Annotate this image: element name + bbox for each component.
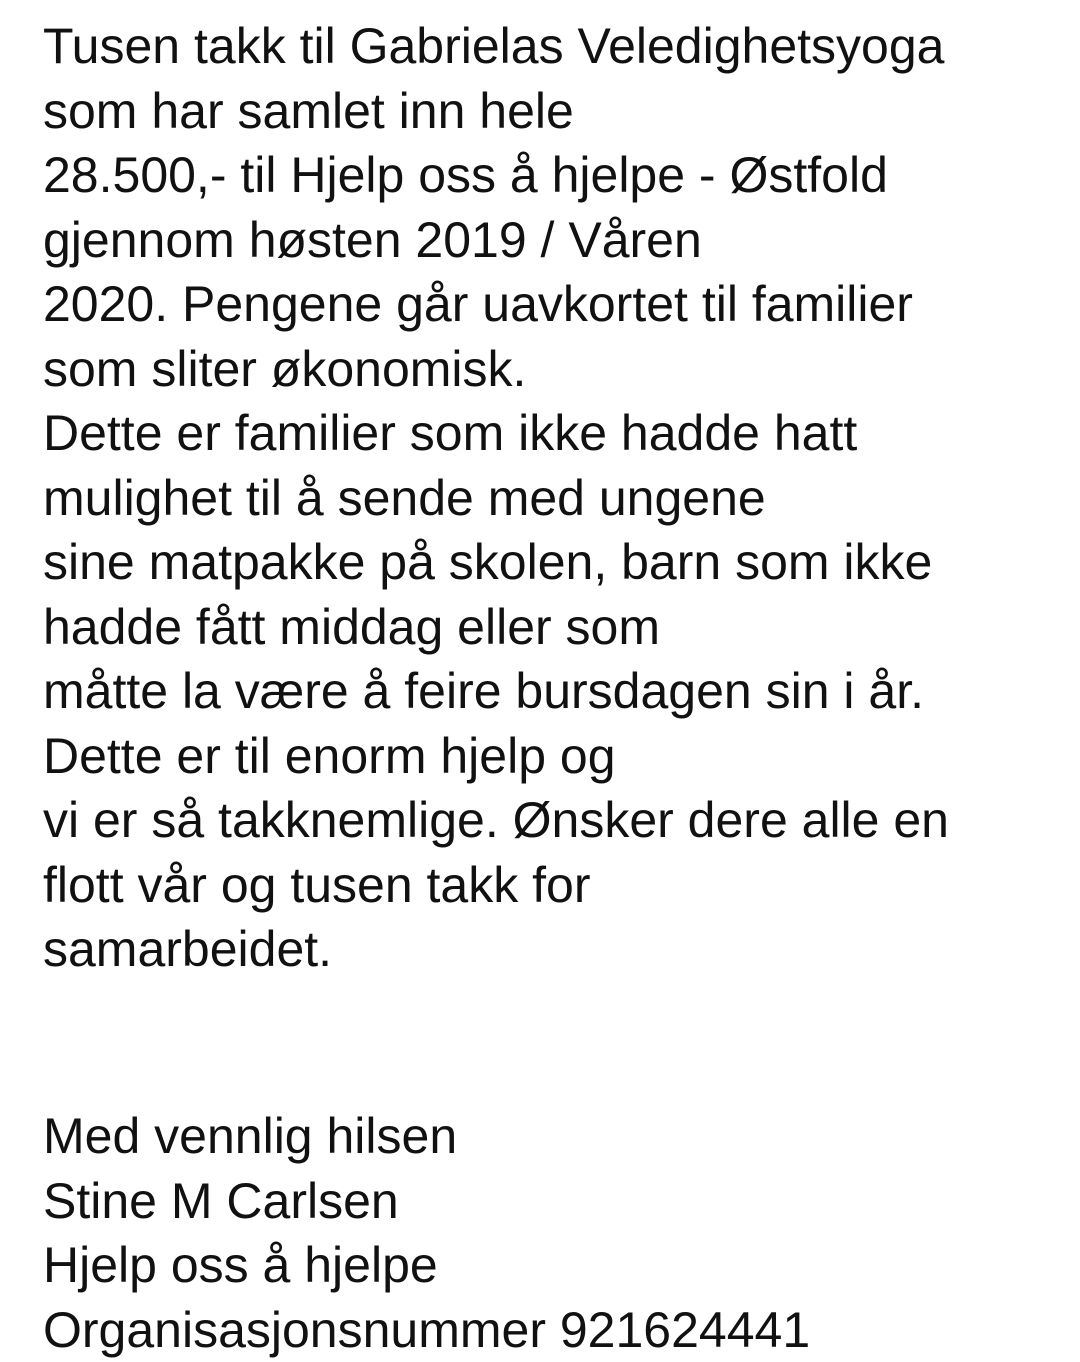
signature-organization: Hjelp oss å hjelpe xyxy=(43,1233,1053,1298)
message-line: vi er så takknemlige. Ønsker dere alle en xyxy=(43,788,1053,853)
signature-org-number: Organisasjonsnummer 921624441 xyxy=(43,1298,1053,1362)
signature-greeting: Med vennlig hilsen xyxy=(43,1104,1053,1169)
message-line: flott vår og tusen takk for xyxy=(43,853,1053,918)
message-body xyxy=(43,14,1053,982)
message-line: som sliter økonomisk. xyxy=(43,337,1053,402)
message-line: Tusen takk til Gabrielas Veledighetsyoga xyxy=(43,14,1053,79)
signature-name: Stine M Carlsen xyxy=(43,1169,1053,1234)
message-line: Dette er til enorm hjelp og xyxy=(43,724,1053,789)
message-line: samarbeidet. xyxy=(43,917,1053,982)
message-line: 2020. Pengene går uavkortet til familier xyxy=(43,272,1053,337)
message-line: mulighet til å sende med ungene xyxy=(43,466,1053,531)
message-line: hadde fått middag eller som xyxy=(43,595,1053,660)
signature-block xyxy=(43,1104,1053,1362)
message-line: som har samlet inn hele xyxy=(43,79,1053,144)
message-line: gjennom høsten 2019 / Våren xyxy=(43,208,1053,273)
message-line: måtte la være å feire bursdagen sin i år. xyxy=(43,659,1053,724)
message-line: 28.500,- til Hjelp oss å hjelpe - Østfold xyxy=(43,143,1053,208)
message-line: Dette er familier som ikke hadde hatt xyxy=(43,401,1053,466)
message-line: sine matpakke på skolen, barn som ikke xyxy=(43,530,1053,595)
